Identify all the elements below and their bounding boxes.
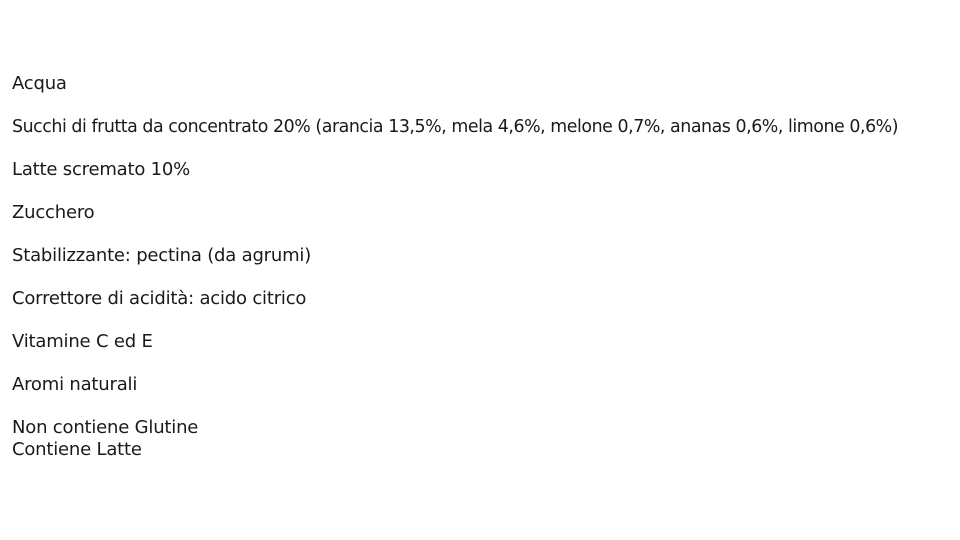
allergen-milk: Contiene Latte (12, 439, 142, 460)
allergen-info (12, 417, 952, 461)
ingredient-stabilizer: Stabilizzante: pectina (da agrumi) (12, 245, 312, 266)
ingredient-water: Acqua (12, 73, 67, 94)
ingredient-natural-flavors: Aromi naturali (12, 374, 138, 395)
ingredient-sugar: Zucchero (12, 202, 95, 223)
ingredients-list (12, 73, 952, 461)
ingredient-acidity-regulator: Correttore di acidità: acido citrico (12, 288, 307, 309)
ingredient-fruit-juices: Succhi di frutta da concentrato 20% (arancia 13,5%, mela 4,6%, melone 0,7%, ananas 0,6%, limone 0,6%) (12, 117, 899, 137)
allergen-gluten: Non contiene Glutine (12, 417, 199, 438)
ingredient-vitamins: Vitamine C ed E (12, 331, 153, 352)
ingredient-skimmed-milk: Latte scremato 10% (12, 159, 191, 180)
